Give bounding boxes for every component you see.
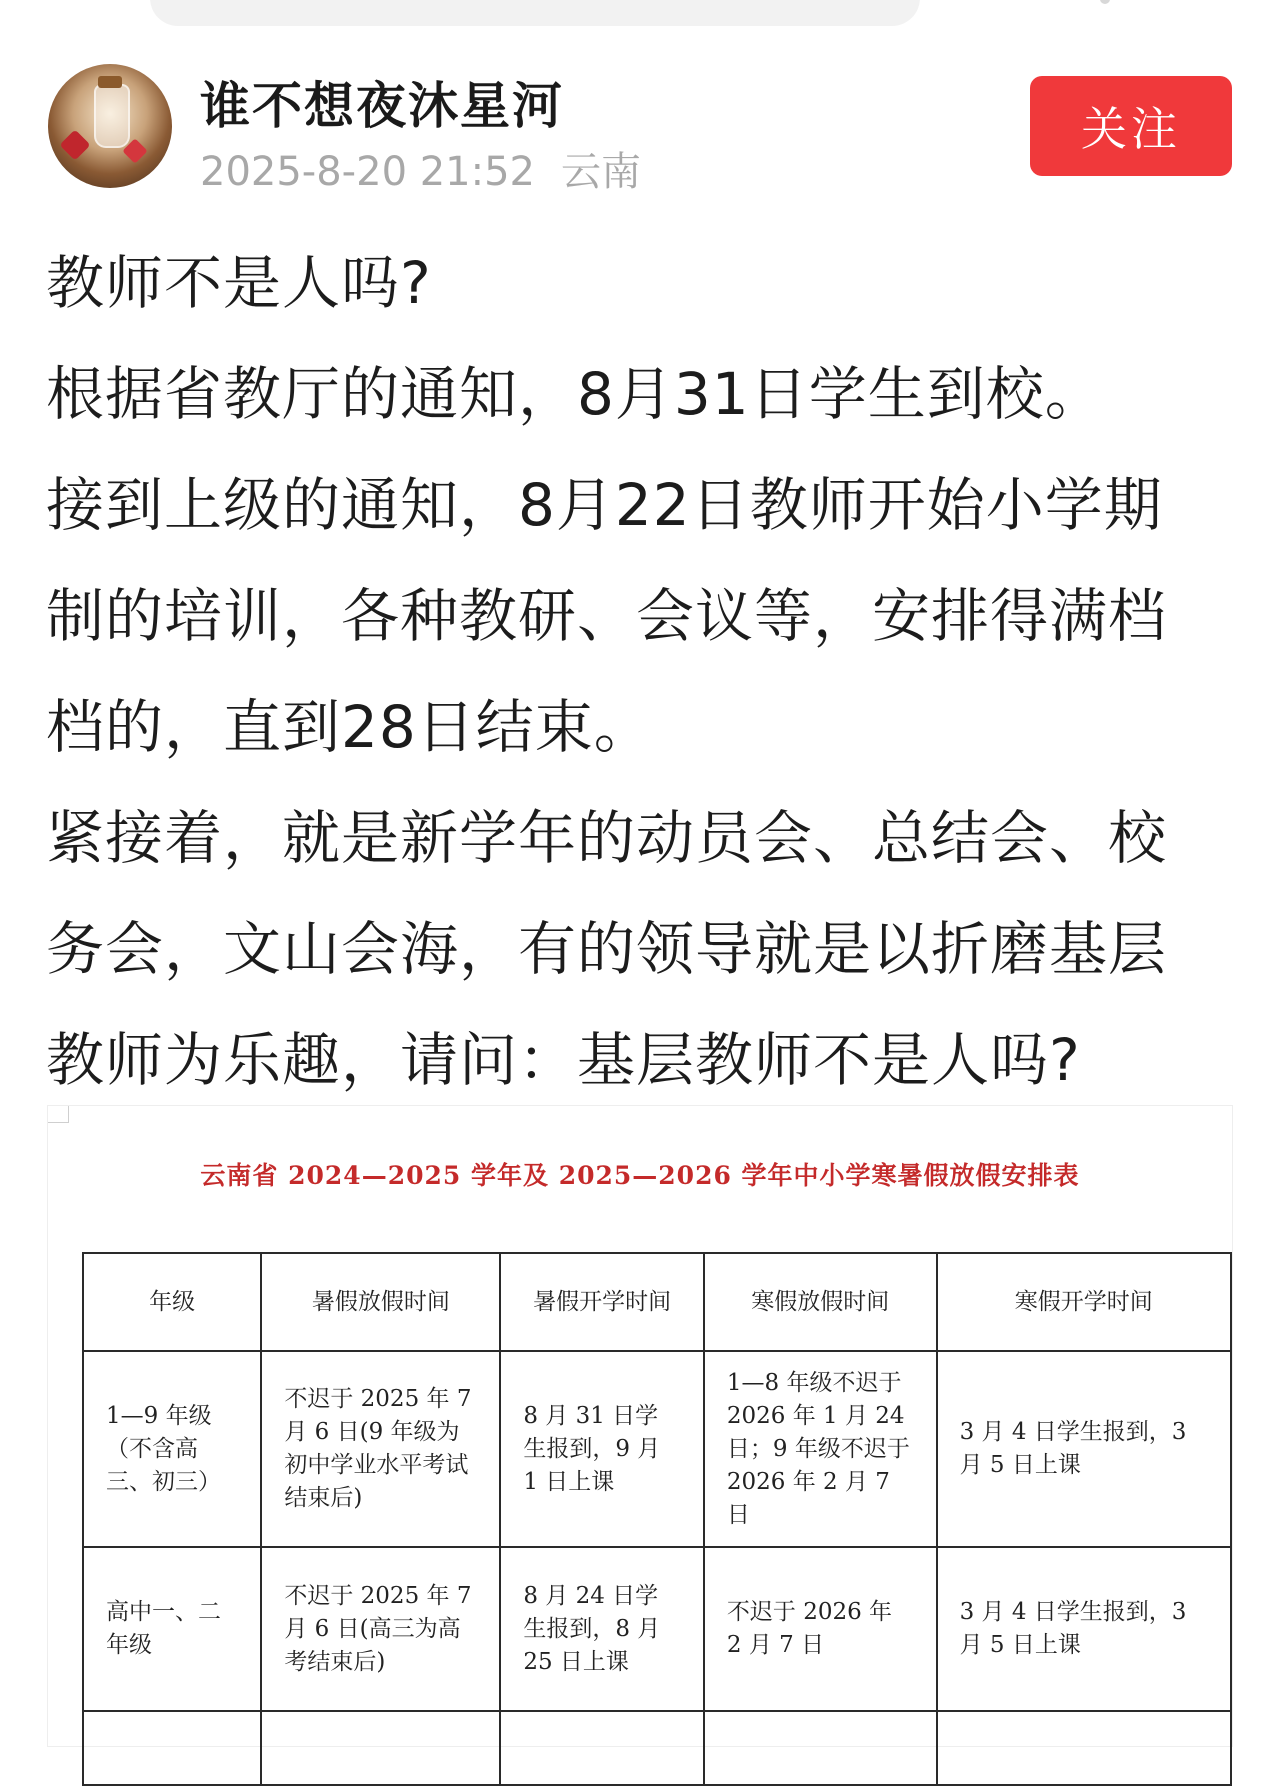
avatar[interactable]	[48, 64, 172, 188]
post-line: 接到上级的通知，8月22日教师开始小学期	[46, 471, 1163, 539]
post-body	[46, 228, 1246, 1116]
follow-button[interactable]: 关注	[1030, 76, 1232, 176]
table-cell: 8 月 31 日学生报到，9 月 1 日上课	[500, 1351, 704, 1547]
post-line: 档的，直到28日结束。	[46, 693, 653, 761]
post-line: 根据省教厅的通知，8月31日学生到校。	[46, 360, 1104, 428]
post-line: 教师不是人吗?	[46, 249, 432, 317]
table-row	[83, 1351, 1231, 1547]
post-line: 务会，文山会海，有的领导就是以折磨基层	[46, 915, 1168, 983]
table-cell: 不迟于 2025 年 7 月 6 日(高三为高考结束后)	[261, 1547, 500, 1711]
post-timestamp: 2025-8-20 21:52	[200, 149, 535, 195]
table-cell: 不迟于 2025 年 7 月 6 日(9 年级为初中学业水平考试结束后)	[261, 1351, 500, 1547]
table-header: 寒假开学时间	[937, 1253, 1231, 1351]
schedule-table	[82, 1252, 1232, 1786]
table-cell: 3 月 4 日学生报到，3 月 5 日上课	[937, 1547, 1231, 1711]
table-header-row	[83, 1253, 1231, 1351]
table-header: 年级	[83, 1253, 261, 1351]
table-cell: 8 月 24 日学生报到，8 月 25 日上课	[500, 1547, 704, 1711]
post-location: 云南	[561, 149, 641, 195]
table-cell: 不迟于 2026 年 2 月 7 日	[704, 1547, 937, 1711]
cork-shape	[98, 76, 122, 88]
table-cell: 3 月 4 日学生报到，3 月 5 日上课	[937, 1351, 1231, 1547]
search-bar[interactable]	[150, 0, 920, 26]
table-cell	[261, 1711, 500, 1785]
page-corner-mark	[48, 1106, 69, 1123]
table-row	[83, 1711, 1231, 1785]
post-line: 紧接着，就是新学年的动员会、总结会、校	[46, 804, 1168, 872]
table-cell	[704, 1711, 937, 1785]
post-line: 教师为乐趣，请问：基层教师不是人吗?	[46, 1026, 1081, 1094]
heart-icon	[59, 129, 90, 160]
post-meta	[200, 140, 641, 197]
table-header: 暑假开学时间	[500, 1253, 704, 1351]
jar-shape	[94, 84, 130, 148]
table-cell-grade: 高中一、二年级	[83, 1547, 261, 1711]
table-cell	[937, 1711, 1231, 1785]
table-cell	[83, 1711, 261, 1785]
post-image-document[interactable]	[48, 1106, 1232, 1746]
document-title: 云南省 2024—2025 学年及 2025—2026 学年中小学寒暑假放假安排表	[200, 1161, 1080, 1190]
post-line: 制的培训，各种教研、会议等，安排得满档	[46, 582, 1168, 650]
table-cell: 1—8 年级不迟于 2026 年 1 月 24 日；9 年级不迟于 2026 年 2 月 7 日	[704, 1351, 937, 1547]
table-row	[83, 1547, 1231, 1711]
table-cell	[500, 1711, 704, 1785]
table-cell-grade: 1—9 年级（不含高三、初三）	[83, 1351, 261, 1547]
table-header: 寒假放假时间	[704, 1253, 937, 1351]
table-header: 暑假放假时间	[261, 1253, 500, 1351]
author-name[interactable]: 谁不想夜沐星河	[200, 77, 564, 135]
more-icon[interactable]	[1100, 0, 1110, 4]
